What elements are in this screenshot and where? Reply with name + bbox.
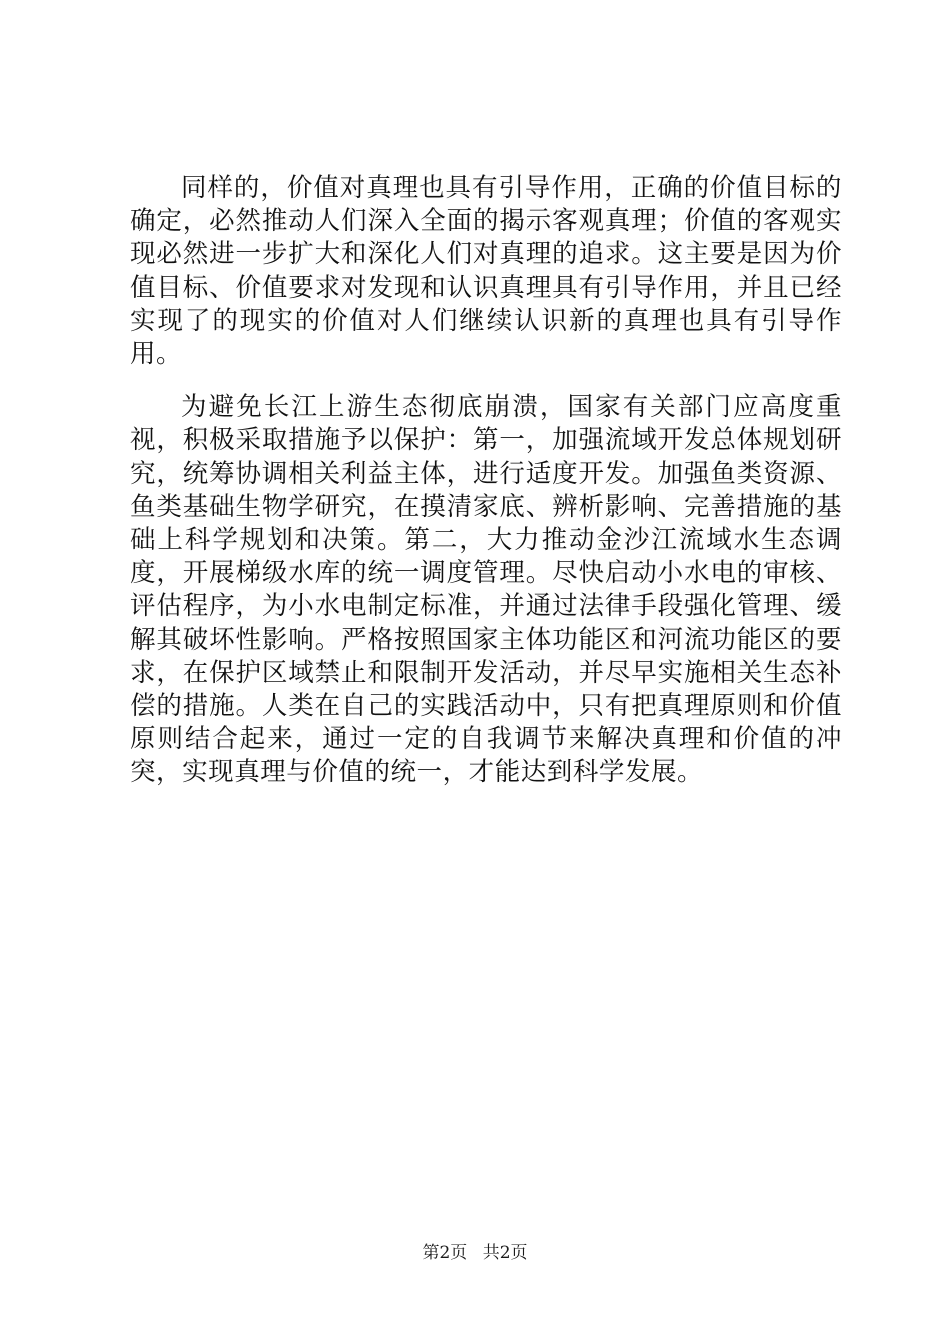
page-footer [0, 1242, 950, 1264]
page-total: 共2页 [482, 1243, 528, 1263]
paragraph-truth-value-guidance: 同样的，价值对真理也具有引导作用，正确的价值目标的确定，必然推动人们深入全面的揭示客观真理；价值的客观实现必然进一步扩大和深化人们对真理的追求。这主要是因为价值目标、价值要求对发现和认识真理具有引导作用，并且已经实现了的现实的价值对人们继续认识新的真理也具有引导作用。 [130, 173, 842, 370]
document-body [130, 172, 842, 790]
paragraph-yangtze-ecology-protection: 为避免长江上游生态彻底崩溃，国家有关部门应高度重视，积极采取措施予以保护：第一，加强流域开发总体规划研究，统筹协调相关利益主体，进行适度开发。加强鱼类资源、鱼类基础生物学研究，在摸清家底、辨析影响、完善措施的基础上科学规划和决策。第二，大力推动金沙江流域水生态调度，开展梯级水库的统一调度管理。尽快启动小水电的审核、评估程序，为小水电制定标准，并通过法律手段强化管理、缓解其破坏性影响。严格按照国家主体功能区和河流功能区的要求，在保护区域禁止和限制开发活动，并尽早实施相关生态补偿的措施。人类在自己的实践活动中，只有把真理原则和价值原则结合起来，通过一定的自我调节来解决真理和价值的冲突，实现真理与价值的统一，才能达到科学发展。 [130, 392, 842, 788]
page-number: 第2页 [422, 1243, 468, 1263]
